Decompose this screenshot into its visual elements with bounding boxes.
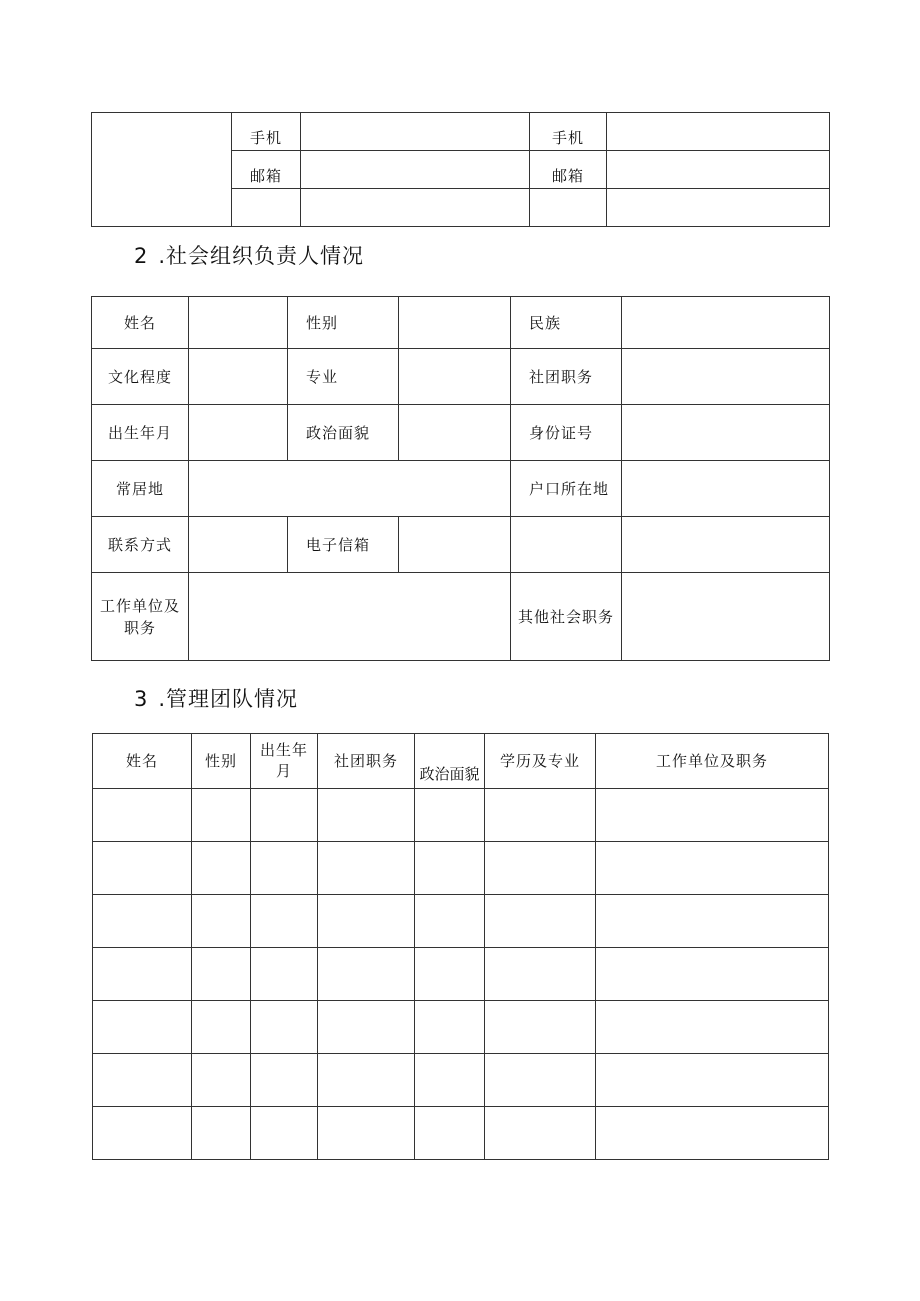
team-header-birth-line1: 出生年 <box>259 741 308 759</box>
birth-field[interactable] <box>189 405 288 461</box>
education-label: 文化程度 <box>92 349 189 405</box>
team-cell[interactable] <box>251 1001 318 1054</box>
table-row <box>93 1054 829 1107</box>
phone-label-b: 手机 <box>530 113 607 151</box>
team-header-position: 社团职务 <box>318 734 415 789</box>
team-cell[interactable] <box>192 1107 251 1160</box>
contact-table <box>91 112 830 227</box>
team-cell[interactable] <box>251 1107 318 1160</box>
team-cell[interactable] <box>596 1001 829 1054</box>
leader-row-5 <box>92 517 830 573</box>
section-2-text: .社会组织负责人情况 <box>158 244 365 268</box>
team-cell[interactable] <box>596 842 829 895</box>
phone-label-a: 手机 <box>232 113 301 151</box>
email-label: 电子信箱 <box>288 517 399 573</box>
table-row <box>93 1001 829 1054</box>
blank-label-a[interactable] <box>232 189 301 227</box>
team-cell[interactable] <box>318 948 415 1001</box>
phone-field-a[interactable] <box>301 113 530 151</box>
team-cell[interactable] <box>93 842 192 895</box>
team-cell[interactable] <box>251 842 318 895</box>
team-cell[interactable] <box>192 842 251 895</box>
team-cell[interactable] <box>415 948 485 1001</box>
blank-label-b[interactable] <box>530 189 607 227</box>
residence-label: 常居地 <box>92 461 189 517</box>
team-cell[interactable] <box>93 948 192 1001</box>
team-cell[interactable] <box>596 895 829 948</box>
name-label: 姓名 <box>92 297 189 349</box>
team-cell[interactable] <box>485 842 596 895</box>
team-cell[interactable] <box>415 1107 485 1160</box>
team-cell[interactable] <box>318 842 415 895</box>
political-label: 政治面貌 <box>288 405 399 461</box>
contact-row-phone <box>92 113 830 151</box>
team-cell[interactable] <box>318 895 415 948</box>
team-cell[interactable] <box>415 789 485 842</box>
team-cell[interactable] <box>192 789 251 842</box>
email-field[interactable] <box>399 517 511 573</box>
section-3-title <box>134 683 298 713</box>
id-number-label: 身份证号 <box>511 405 622 461</box>
ethnicity-field[interactable] <box>622 297 830 349</box>
team-cell[interactable] <box>596 1107 829 1160</box>
household-label: 户口所在地 <box>511 461 622 517</box>
team-table <box>92 733 829 1160</box>
birth-label: 出生年月 <box>92 405 189 461</box>
team-cell[interactable] <box>485 789 596 842</box>
table-row <box>93 1107 829 1160</box>
major-field[interactable] <box>399 349 511 405</box>
work-unit-label-line2: 职务 <box>123 618 156 637</box>
id-number-field[interactable] <box>622 405 830 461</box>
team-cell[interactable] <box>485 1001 596 1054</box>
section-2-title <box>134 240 364 270</box>
other-positions-label: 其他社会职务 <box>511 573 622 661</box>
team-header-birth <box>251 734 318 789</box>
leader-row-4 <box>92 461 830 517</box>
team-cell[interactable] <box>415 1001 485 1054</box>
position-label: 社团职务 <box>511 349 622 405</box>
political-field[interactable] <box>399 405 511 461</box>
gender-field[interactable] <box>399 297 511 349</box>
team-header-birth-line2: 月 <box>275 762 292 780</box>
education-field[interactable] <box>189 349 288 405</box>
team-cell[interactable] <box>192 1054 251 1107</box>
blank-value-cell[interactable] <box>622 517 830 573</box>
table-row <box>93 789 829 842</box>
team-cell[interactable] <box>251 1054 318 1107</box>
household-field[interactable] <box>622 461 830 517</box>
email-field-b[interactable] <box>607 151 830 189</box>
blank-field-a[interactable] <box>301 189 530 227</box>
team-cell[interactable] <box>415 842 485 895</box>
section-3-text: .管理团队情况 <box>158 687 299 711</box>
leader-table <box>91 296 830 661</box>
team-cell[interactable] <box>485 895 596 948</box>
work-unit-label-line1: 工作单位及 <box>99 596 180 615</box>
contact-field[interactable] <box>189 517 288 573</box>
team-header-row <box>93 734 829 789</box>
team-cell[interactable] <box>318 789 415 842</box>
team-cell[interactable] <box>415 895 485 948</box>
blank-label-cell[interactable] <box>511 517 622 573</box>
section-2-number: 2 <box>134 244 149 268</box>
work-unit-field[interactable] <box>189 573 511 661</box>
work-unit-label <box>92 573 189 661</box>
team-cell[interactable] <box>251 789 318 842</box>
team-cell[interactable] <box>251 895 318 948</box>
position-field[interactable] <box>622 349 830 405</box>
team-cell[interactable] <box>192 1001 251 1054</box>
team-cell[interactable] <box>596 789 829 842</box>
residence-field[interactable] <box>189 461 511 517</box>
team-cell[interactable] <box>93 1054 192 1107</box>
team-cell[interactable] <box>415 1054 485 1107</box>
team-cell[interactable] <box>485 1054 596 1107</box>
team-cell[interactable] <box>485 948 596 1001</box>
table-row <box>93 948 829 1001</box>
email-label-a: 邮箱 <box>232 151 301 189</box>
section-3-number: 3 <box>134 687 149 711</box>
other-positions-field[interactable] <box>622 573 830 661</box>
email-label-b: 邮箱 <box>530 151 607 189</box>
team-cell[interactable] <box>318 1107 415 1160</box>
team-header-work-unit: 工作单位及职务 <box>596 734 829 789</box>
team-cell[interactable] <box>192 895 251 948</box>
team-cell[interactable] <box>485 1107 596 1160</box>
team-cell[interactable] <box>318 1001 415 1054</box>
leader-row-6 <box>92 573 830 661</box>
team-cell[interactable] <box>318 1054 415 1107</box>
gender-label: 性别 <box>288 297 399 349</box>
team-cell[interactable] <box>251 948 318 1001</box>
name-field[interactable] <box>189 297 288 349</box>
team-header-name: 姓名 <box>93 734 192 789</box>
team-cell[interactable] <box>192 948 251 1001</box>
phone-field-b[interactable] <box>607 113 830 151</box>
team-cell[interactable] <box>93 1001 192 1054</box>
team-cell[interactable] <box>93 789 192 842</box>
leader-row-1 <box>92 297 830 349</box>
team-cell[interactable] <box>93 1107 192 1160</box>
leader-row-2 <box>92 349 830 405</box>
ethnicity-label: 民族 <box>511 297 622 349</box>
table-row <box>93 842 829 895</box>
table-row <box>93 895 829 948</box>
leader-row-3 <box>92 405 830 461</box>
major-label: 专业 <box>288 349 399 405</box>
team-cell[interactable] <box>596 948 829 1001</box>
email-field-a[interactable] <box>301 151 530 189</box>
blank-field-b[interactable] <box>607 189 830 227</box>
team-header-gender: 性别 <box>192 734 251 789</box>
contact-label: 联系方式 <box>92 517 189 573</box>
team-header-political: 政治面貌 <box>415 734 485 789</box>
team-cell[interactable] <box>93 895 192 948</box>
contact-merged-cell[interactable] <box>92 113 232 227</box>
team-header-education: 学历及专业 <box>485 734 596 789</box>
team-cell[interactable] <box>596 1054 829 1107</box>
